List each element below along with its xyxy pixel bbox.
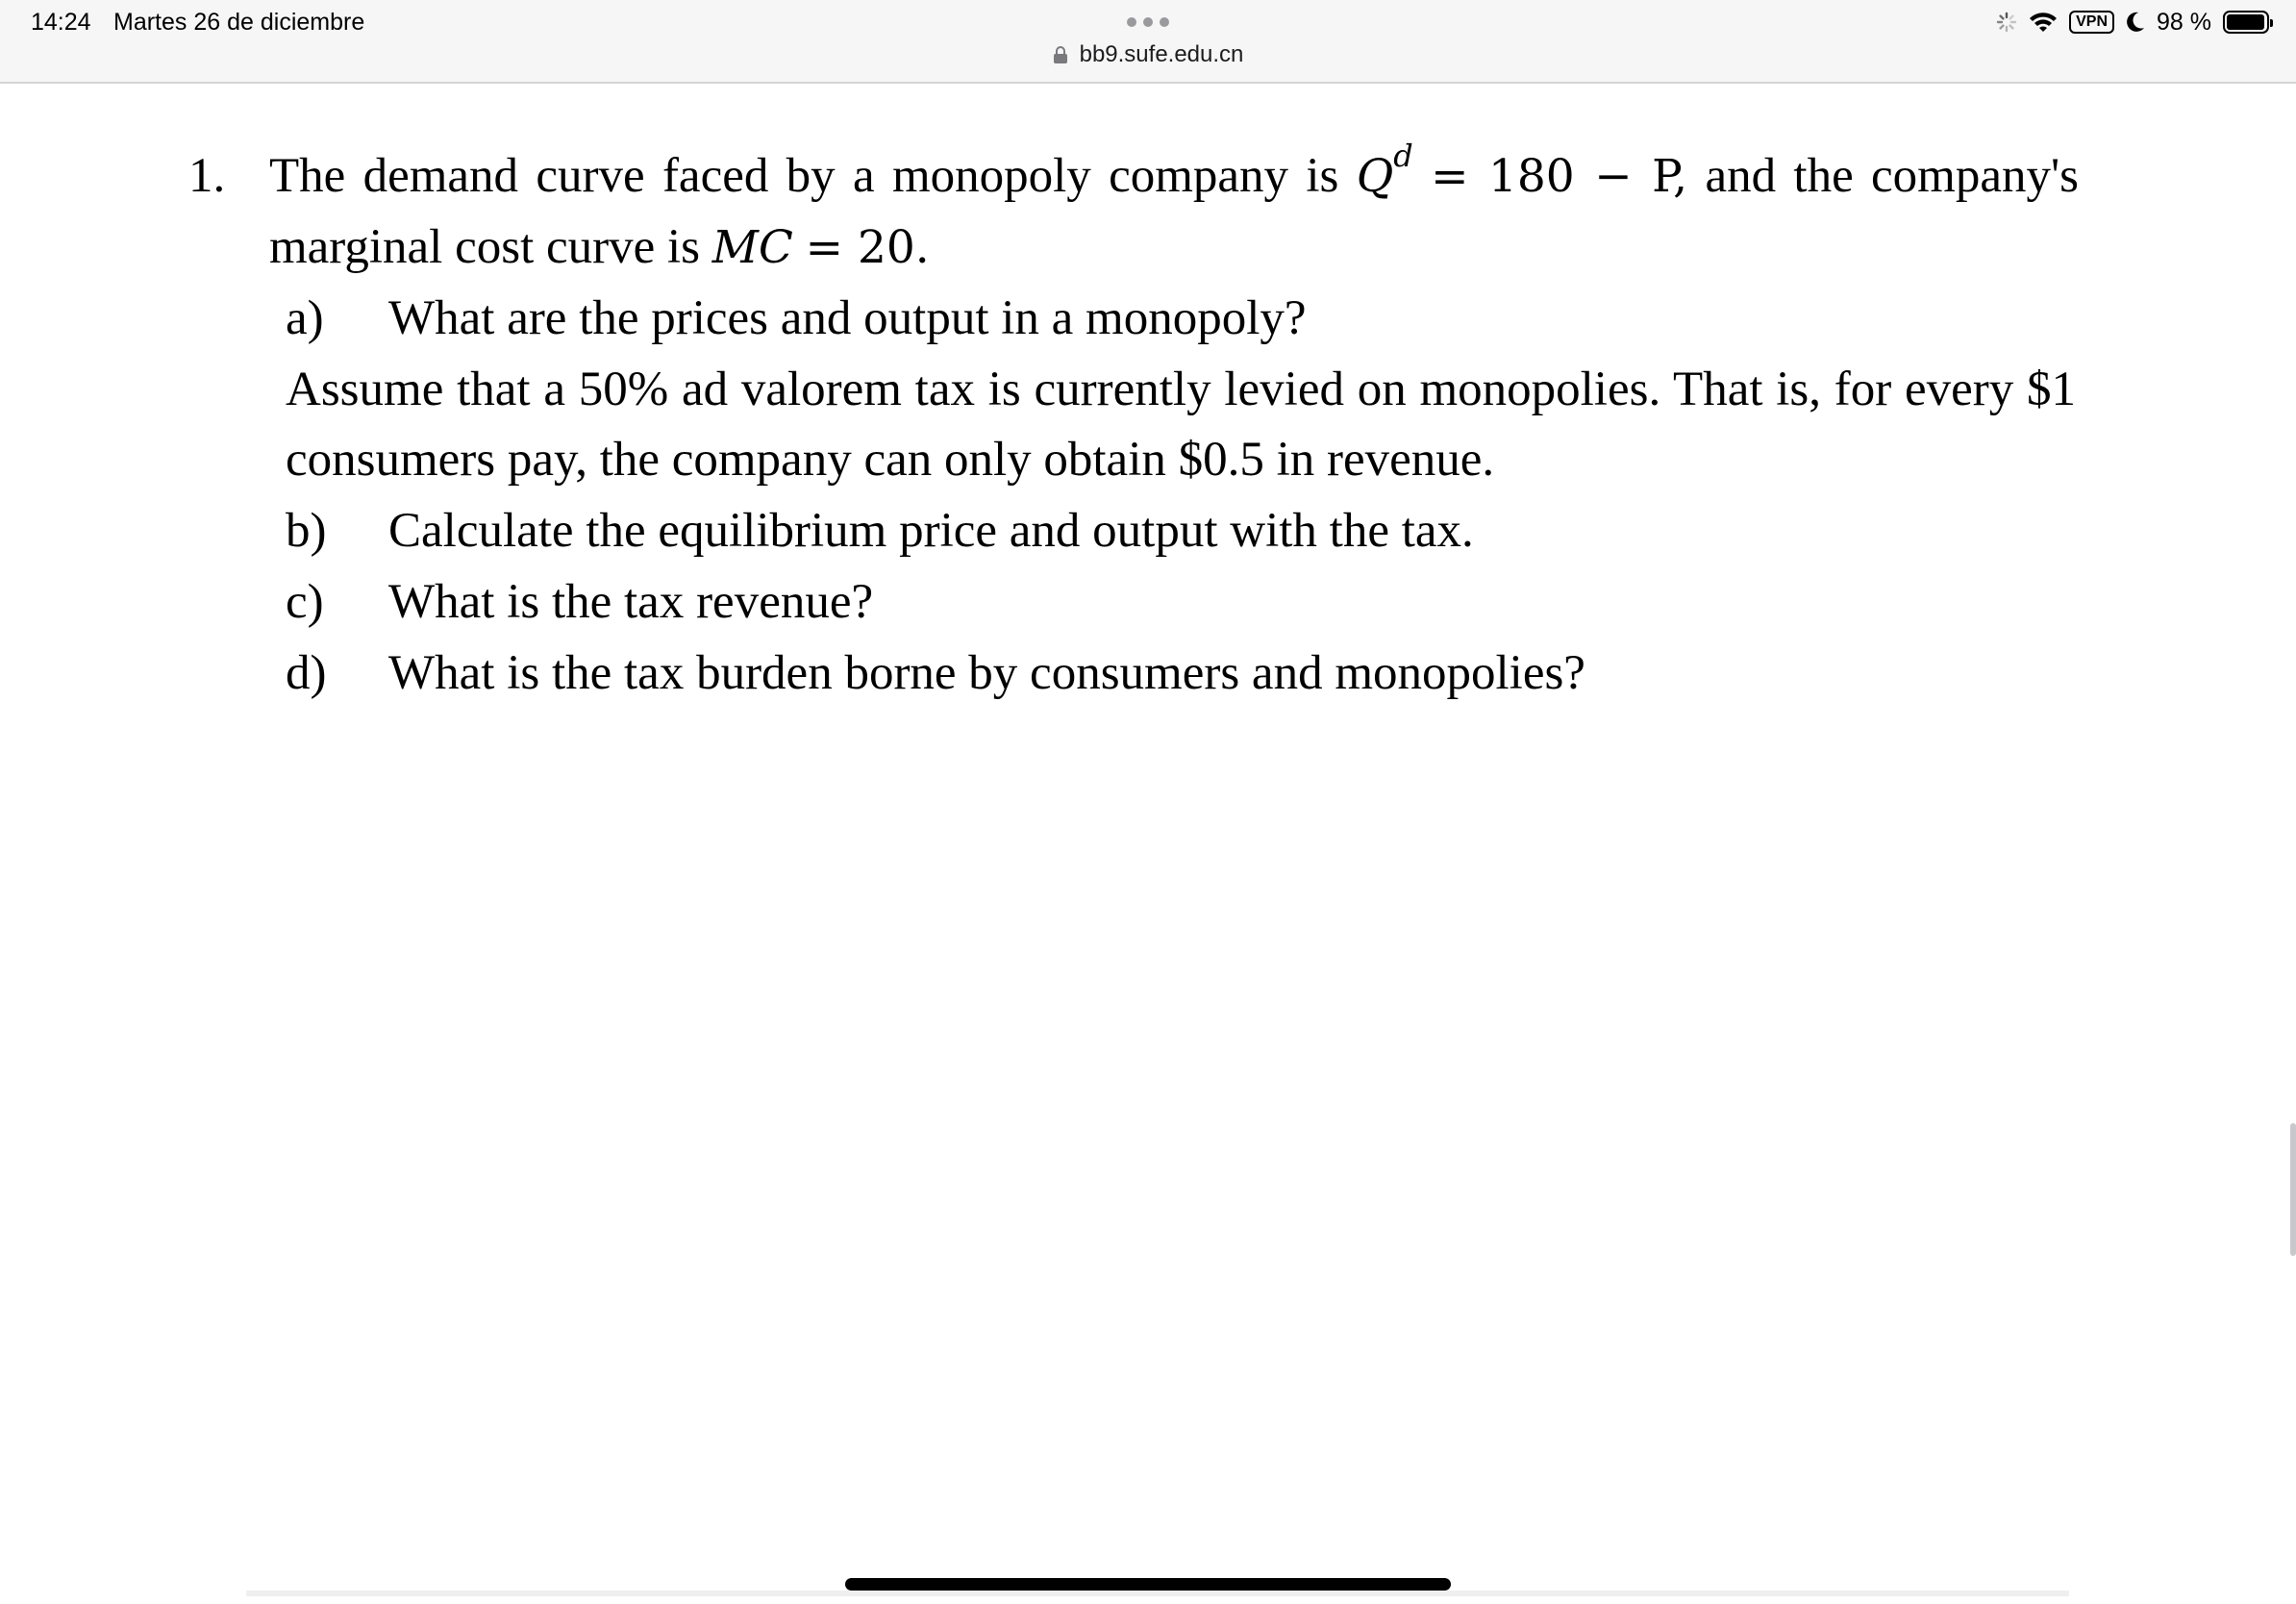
- status-icons: [1996, 8, 2269, 37]
- part-b-text: Calculate the equilibrium price and output with the tax.: [388, 504, 1474, 558]
- assume-line-1: Assume that a 50% ad valorem tax is currently levied on monopolies. That is, for every $1: [286, 363, 2076, 416]
- home-indicator[interactable]: [845, 1578, 1451, 1591]
- lock-icon: [1053, 45, 1068, 64]
- activity-spinner-icon: [1996, 12, 2017, 33]
- address-bar[interactable]: [0, 40, 2296, 69]
- question-line-1-tail: and the company's: [1705, 149, 2080, 203]
- question-line-1: [269, 138, 2080, 206]
- part-c-text: What is the tax revenue?: [388, 575, 874, 629]
- mc-rest: = 20.: [805, 221, 930, 274]
- url-text: bb9.sufe.edu.cn: [1079, 41, 1244, 67]
- scroll-indicator[interactable]: [2290, 1123, 2296, 1256]
- question-number: 1.: [188, 149, 226, 203]
- vpn-badge: VPN: [2069, 11, 2114, 34]
- part-b-label: b): [286, 504, 327, 558]
- battery-percent: 98 %: [2157, 9, 2211, 36]
- question-line-1-text: The demand curve faced by a monopoly company is: [269, 149, 1339, 203]
- browser-chrome: [0, 0, 2296, 84]
- demand-superscript: d: [1393, 138, 1413, 174]
- mc-symbol: MC: [711, 221, 793, 274]
- demand-rest: = 180 − P,: [1431, 150, 1688, 203]
- part-d-text: What is the tax burden borne by consumers and monopolies?: [388, 646, 1585, 700]
- battery-icon: [2223, 11, 2269, 34]
- part-c-label: c): [286, 575, 324, 629]
- demand-q: Q: [1356, 150, 1394, 203]
- question-line-2: [269, 218, 930, 277]
- battery-fill: [2227, 14, 2264, 30]
- question-line-2-text: marginal cost curve is: [269, 220, 701, 274]
- status-time: 14:24: [31, 9, 91, 36]
- page-edge-divider: [246, 1591, 2069, 1596]
- moon-icon: [2126, 12, 2145, 33]
- document-page: [0, 84, 2296, 1604]
- multitasking-dots-icon[interactable]: [1127, 17, 1169, 27]
- wifi-icon: [2029, 12, 2058, 33]
- status-date: Martes 26 de diciembre: [113, 9, 365, 36]
- demand-equation: [1356, 138, 1688, 203]
- part-a-label: a): [286, 291, 324, 345]
- part-d-label: d): [286, 646, 327, 700]
- part-a-text: What are the prices and output in a monopoly?: [388, 291, 1307, 345]
- assume-line-2: consumers pay, the company can only obtain $0.5 in revenue.: [286, 433, 1495, 487]
